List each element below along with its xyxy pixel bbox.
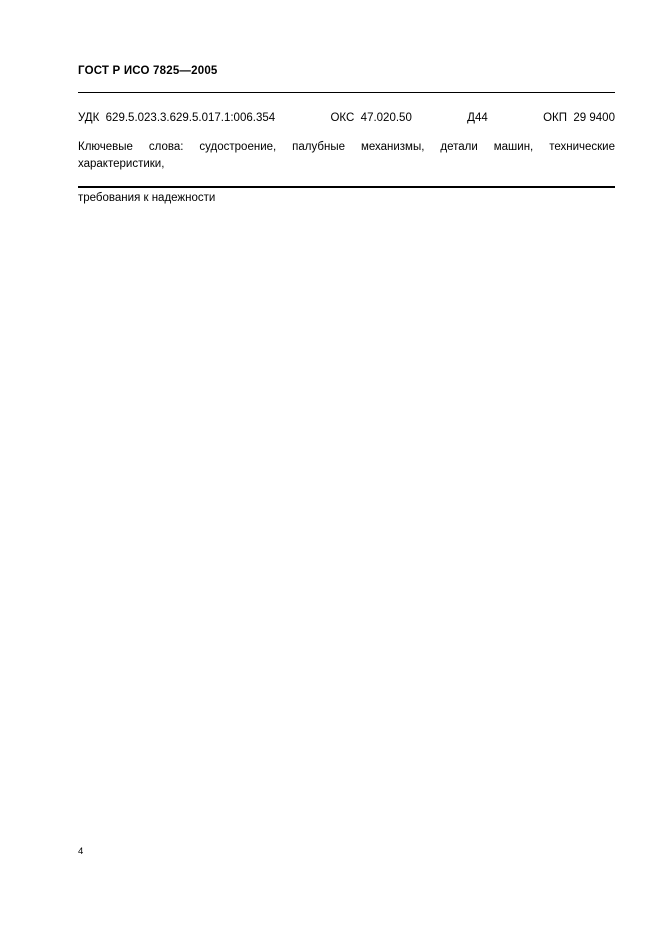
keywords-paragraph (78, 139, 615, 207)
keywords-line-2: требования к надежности (78, 192, 216, 204)
classification-codes-row (78, 111, 615, 125)
oks-code: ОКС 47.020.50 (330, 112, 412, 124)
keywords-line-1: Ключевые слова: судостроение, палубные механизмы, детали машин, технические характеристики, (78, 141, 615, 170)
page-number: 4 (78, 846, 84, 857)
d-code: Д44 (467, 112, 488, 124)
udk-code: УДК 629.5.023.3.629.5.017.1:006.354 (78, 112, 276, 124)
section-divider-line (78, 186, 615, 188)
header-divider-line (78, 92, 615, 93)
document-title-header: ГОСТ Р ИСО 7825—2005 (78, 65, 218, 77)
okp-code: ОКП 29 9400 (543, 112, 615, 124)
